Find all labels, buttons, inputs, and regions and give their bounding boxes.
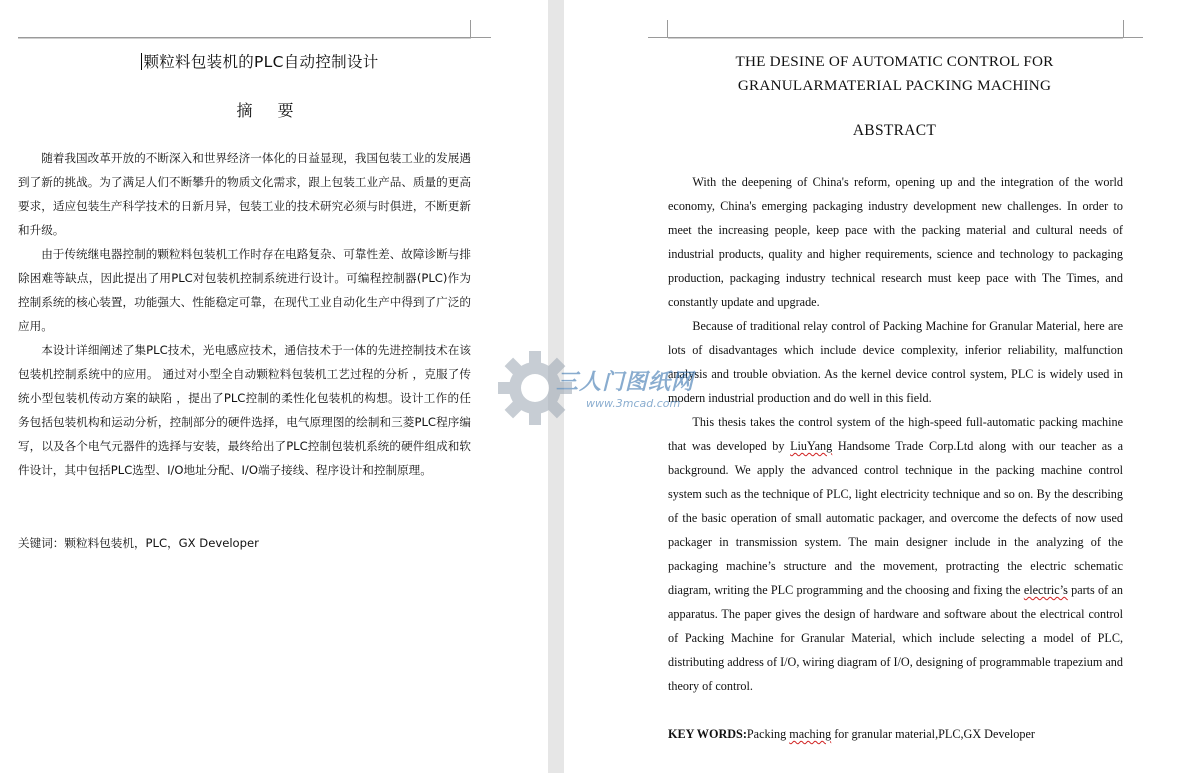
spellcheck-underlined-word: LiuYang xyxy=(790,439,833,453)
page-title xyxy=(628,50,1161,98)
margin-corner-mark xyxy=(471,37,491,38)
document-page-left xyxy=(0,0,548,773)
margin-corner-mark xyxy=(667,20,668,38)
paragraph: 本设计详细阐述了集PLC技术，光电感应技术，通信技术于一体的先进控制技术在该包装机控制系统中的应用。 通过对小型全自动颗粒料包装机工艺过程的分析 ，克服了传统小型包装机传动方案的缺陷 ，提出了PLC控制的柔性化包装机的构想。设计工作的任务包括包装机构和运动分析，控制部分的硬件选择，电气原理图的绘制和三菱PLC程序编写，以及各个电气元器件的选择与安装，最终给出了PLC控制包装机系统的硬件组成和软件设计，其中包括PLC选型、I/O地址分配、I/O端子接线、程序设计和控制原理。 xyxy=(18,343,471,477)
page-title: 颗粒料包装机的PLC自动控制设计 xyxy=(143,53,379,71)
keywords-label: KEY WORDS: xyxy=(668,727,747,741)
abstract-body xyxy=(18,146,471,482)
paragraph: This thesis takes the control system of the high-speed full-automatic packing machine that was developed by LiuYang Handsome Trade Corp.Ltd along with our teacher as a background. We apply the advanced control technique in the packing machine control system such as the technique of PLC, light electricity technique and so on. By the describing of the basic operation of small automatic packager, and overcome the defects of now used packager in transmission system. The main designer include in the analyzing of the packaging machine’s structure and the movement, protracting the electric schematic diagram, writing the PLC programming and the choosing and fixing the electric’s parts of an apparatus. The paper gives the design of hardware and software about the electrical control of Packing Machine for Granular Material, which include selecting a model of PLC, distributing address of I/O, wiring diagram of I/O, designing of programmable trapezium and theory of control. xyxy=(668,415,1123,693)
watermark-text: 三人门图纸网 xyxy=(556,370,695,395)
keywords: KEY WORDS:Packing maching for granular material,PLC,GX Developer xyxy=(668,727,1035,741)
paragraph: 随着我国改革开放的不断深入和世界经济一体化的日益显现，我国包装工业的发展遇到了新的挑战。为了满足人们不断攀升的物质文化需求，跟上包装工业产品、质量的更高要求，适应包装生产科学技术的日新月异，包装工业的技术研究必须与时俱进，不断更新和升级。 xyxy=(18,151,471,237)
margin-corner-mark xyxy=(1123,20,1124,38)
abstract-heading: ABSTRACT xyxy=(852,122,937,139)
paragraph: Because of traditional relay control of Packing Machine for Granular Material, here are lots of disadvantages which include device complexity, inferior reliability, malfunction analysis and trouble obviation. As the kernel device control system, PLC is widely used in modern industrial production and do well in this field. xyxy=(668,319,1123,405)
spellcheck-underlined-word: maching xyxy=(789,727,832,741)
margin-corner-mark xyxy=(648,37,668,38)
watermark-url: www.3mcad.com xyxy=(586,397,681,410)
margin-corner-mark xyxy=(1123,37,1143,38)
paragraph: 由于传统继电器控制的颗粒料包装机工作时存在电路复杂、可靠性差、故障诊断与排除困难等缺点，因此提出了用PLC对包装机控制系统进行设计。可编程控制器(PLC)作为控制系统的核心装置，功能强大、性能稳定可靠，在现代工业自动化生产中得到了广泛的应用。 xyxy=(18,247,471,333)
abstract-heading: 摘 要 xyxy=(236,101,304,120)
header-rule xyxy=(18,37,471,39)
watermark-logo xyxy=(490,343,720,433)
keywords: 关键词：颗粒料包装机，PLC，GX Developer xyxy=(18,536,259,550)
title-line: THE DESINE OF AUTOMATIC CONTROL FOR xyxy=(735,53,1054,70)
paragraph: With the deepening of China's reform, opening up and the integration of the world economy, China's emerging packaging industry development new challenges. In order to meet the increasing people, keep pace with the packing material and cultural needs of industrial products, quality and higher requirements, science and technology to packaging production, packaging industry technical research must keep pace with The Times, and constantly update and upgrade. xyxy=(668,175,1123,309)
margin-corner-mark xyxy=(470,20,471,38)
spellcheck-underlined-word: electric’s xyxy=(1023,583,1068,597)
abstract-body xyxy=(668,170,1123,698)
header-rule xyxy=(668,37,1123,39)
title-line: GRANULARMATERIAL PACKING MACHING xyxy=(737,77,1052,94)
